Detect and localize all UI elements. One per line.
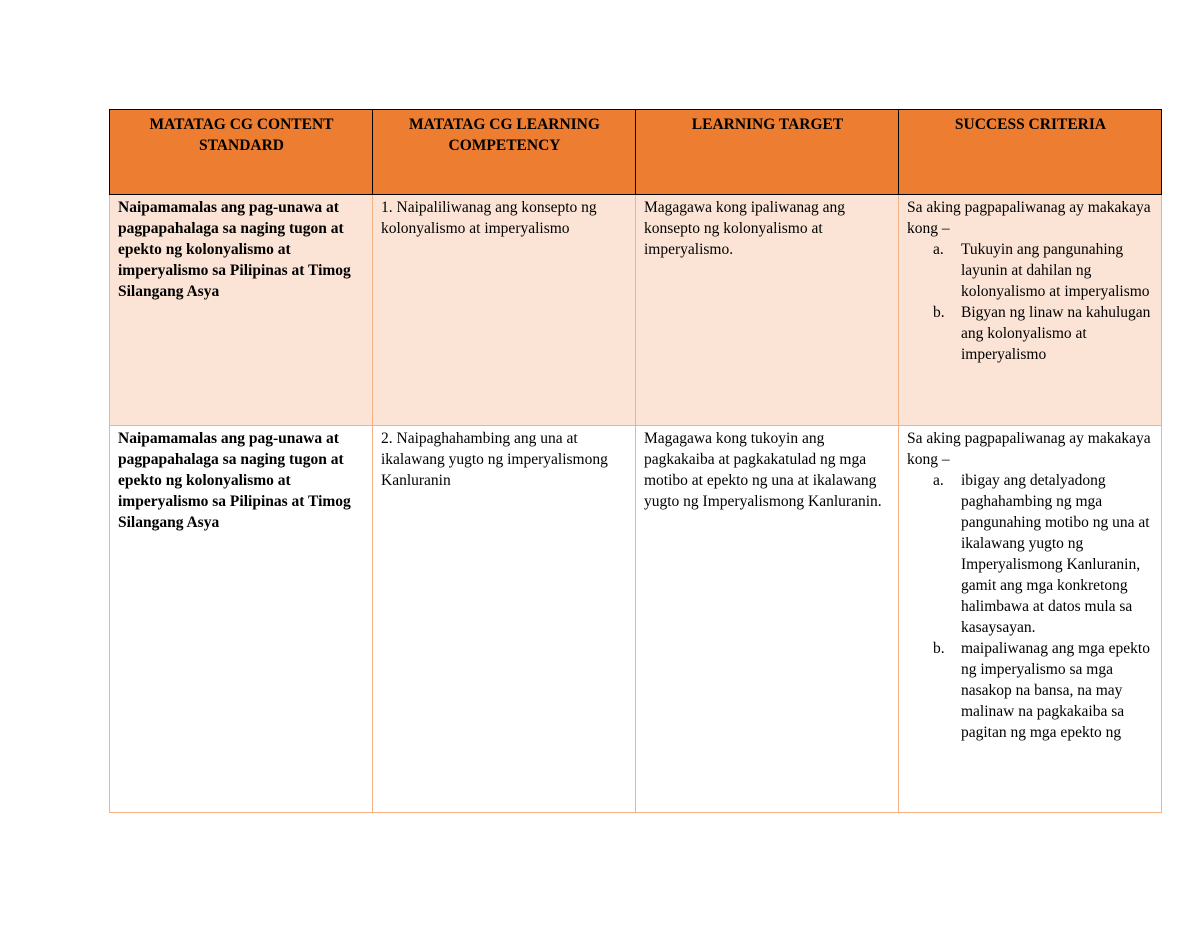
- content-standard-cell: Naipamamalas ang pag-unawa at pagpapahalaga sa naging tugon at epekto ng kolonyalismo at imperyalismo sa Pilipinas at Timog Silangang Asya: [110, 195, 373, 426]
- criteria-item: [907, 470, 1154, 638]
- criteria-item: [907, 638, 1154, 743]
- learning-target-cell: Magagawa kong tukoyin ang pagkakaiba at pagkakatulad ng mga motibo at epekto ng una at ikalawang yugto ng Imperyalismong Kanluranin.: [636, 426, 899, 813]
- success-criteria-cell: [899, 426, 1162, 813]
- content-standard-cell: Naipamamalas ang pag-unawa at pagpapahalaga sa naging tugon at epekto ng kolonyalismo at imperyalismo sa Pilipinas at Timog Silangang Asya: [110, 426, 373, 813]
- criteria-list: [907, 470, 1154, 743]
- header-content-standard: MATATAG CG CONTENT STANDARD: [110, 110, 373, 195]
- criteria-list: [907, 239, 1154, 365]
- criteria-marker: b.: [933, 304, 945, 321]
- criteria-item: [907, 302, 1154, 365]
- criteria-text: ibigay ang detalyadong paghahambing ng mga pangunahing motibo ng una at ikalawang yugto ng Imperyalismong Kanluranin, gamit ang mga konkretong halimbawa at datos mula sa kasaysayan.: [961, 472, 1150, 636]
- header-success-criteria: SUCCESS CRITERIA: [899, 110, 1162, 195]
- criteria-marker: b.: [933, 640, 945, 657]
- learning-target-cell: Magagawa kong ipaliwanag ang konsepto ng kolonyalismo at imperyalismo.: [636, 195, 899, 426]
- header-learning-competency: MATATAG CG LEARNING COMPETENCY: [373, 110, 636, 195]
- success-criteria-intro: Sa aking pagpapaliwanag ay makakaya kong –: [907, 430, 1151, 468]
- criteria-text: maipaliwanag ang mga epekto ng imperyalismo sa mga nasakop na bansa, na may malinaw na pagkakaiba sa pagitan ng mga epekto ng: [961, 640, 1150, 741]
- lesson-table: [109, 109, 1162, 813]
- table-header-row: [110, 110, 1162, 195]
- criteria-text: Bigyan ng linaw na kahulugan ang kolonyalismo at imperyalismo: [961, 304, 1151, 363]
- learning-competency-cell: 1. Naipaliliwanag ang konsepto ng kolonyalismo at imperyalismo: [373, 195, 636, 426]
- criteria-text: Tukuyin ang pangunahing layunin at dahilan ng kolonyalismo at imperyalismo: [961, 241, 1150, 300]
- table-row: [110, 426, 1162, 813]
- success-criteria-cell: [899, 195, 1162, 426]
- criteria-item: [907, 239, 1154, 302]
- table-row: [110, 195, 1162, 426]
- learning-competency-cell: 2. Naipaghahambing ang una at ikalawang yugto ng imperyalismong Kanluranin: [373, 426, 636, 813]
- criteria-marker: a.: [933, 472, 944, 489]
- success-criteria-intro: Sa aking pagpapaliwanag ay makakaya kong –: [907, 199, 1151, 237]
- criteria-marker: a.: [933, 241, 944, 258]
- header-learning-target: LEARNING TARGET: [636, 110, 899, 195]
